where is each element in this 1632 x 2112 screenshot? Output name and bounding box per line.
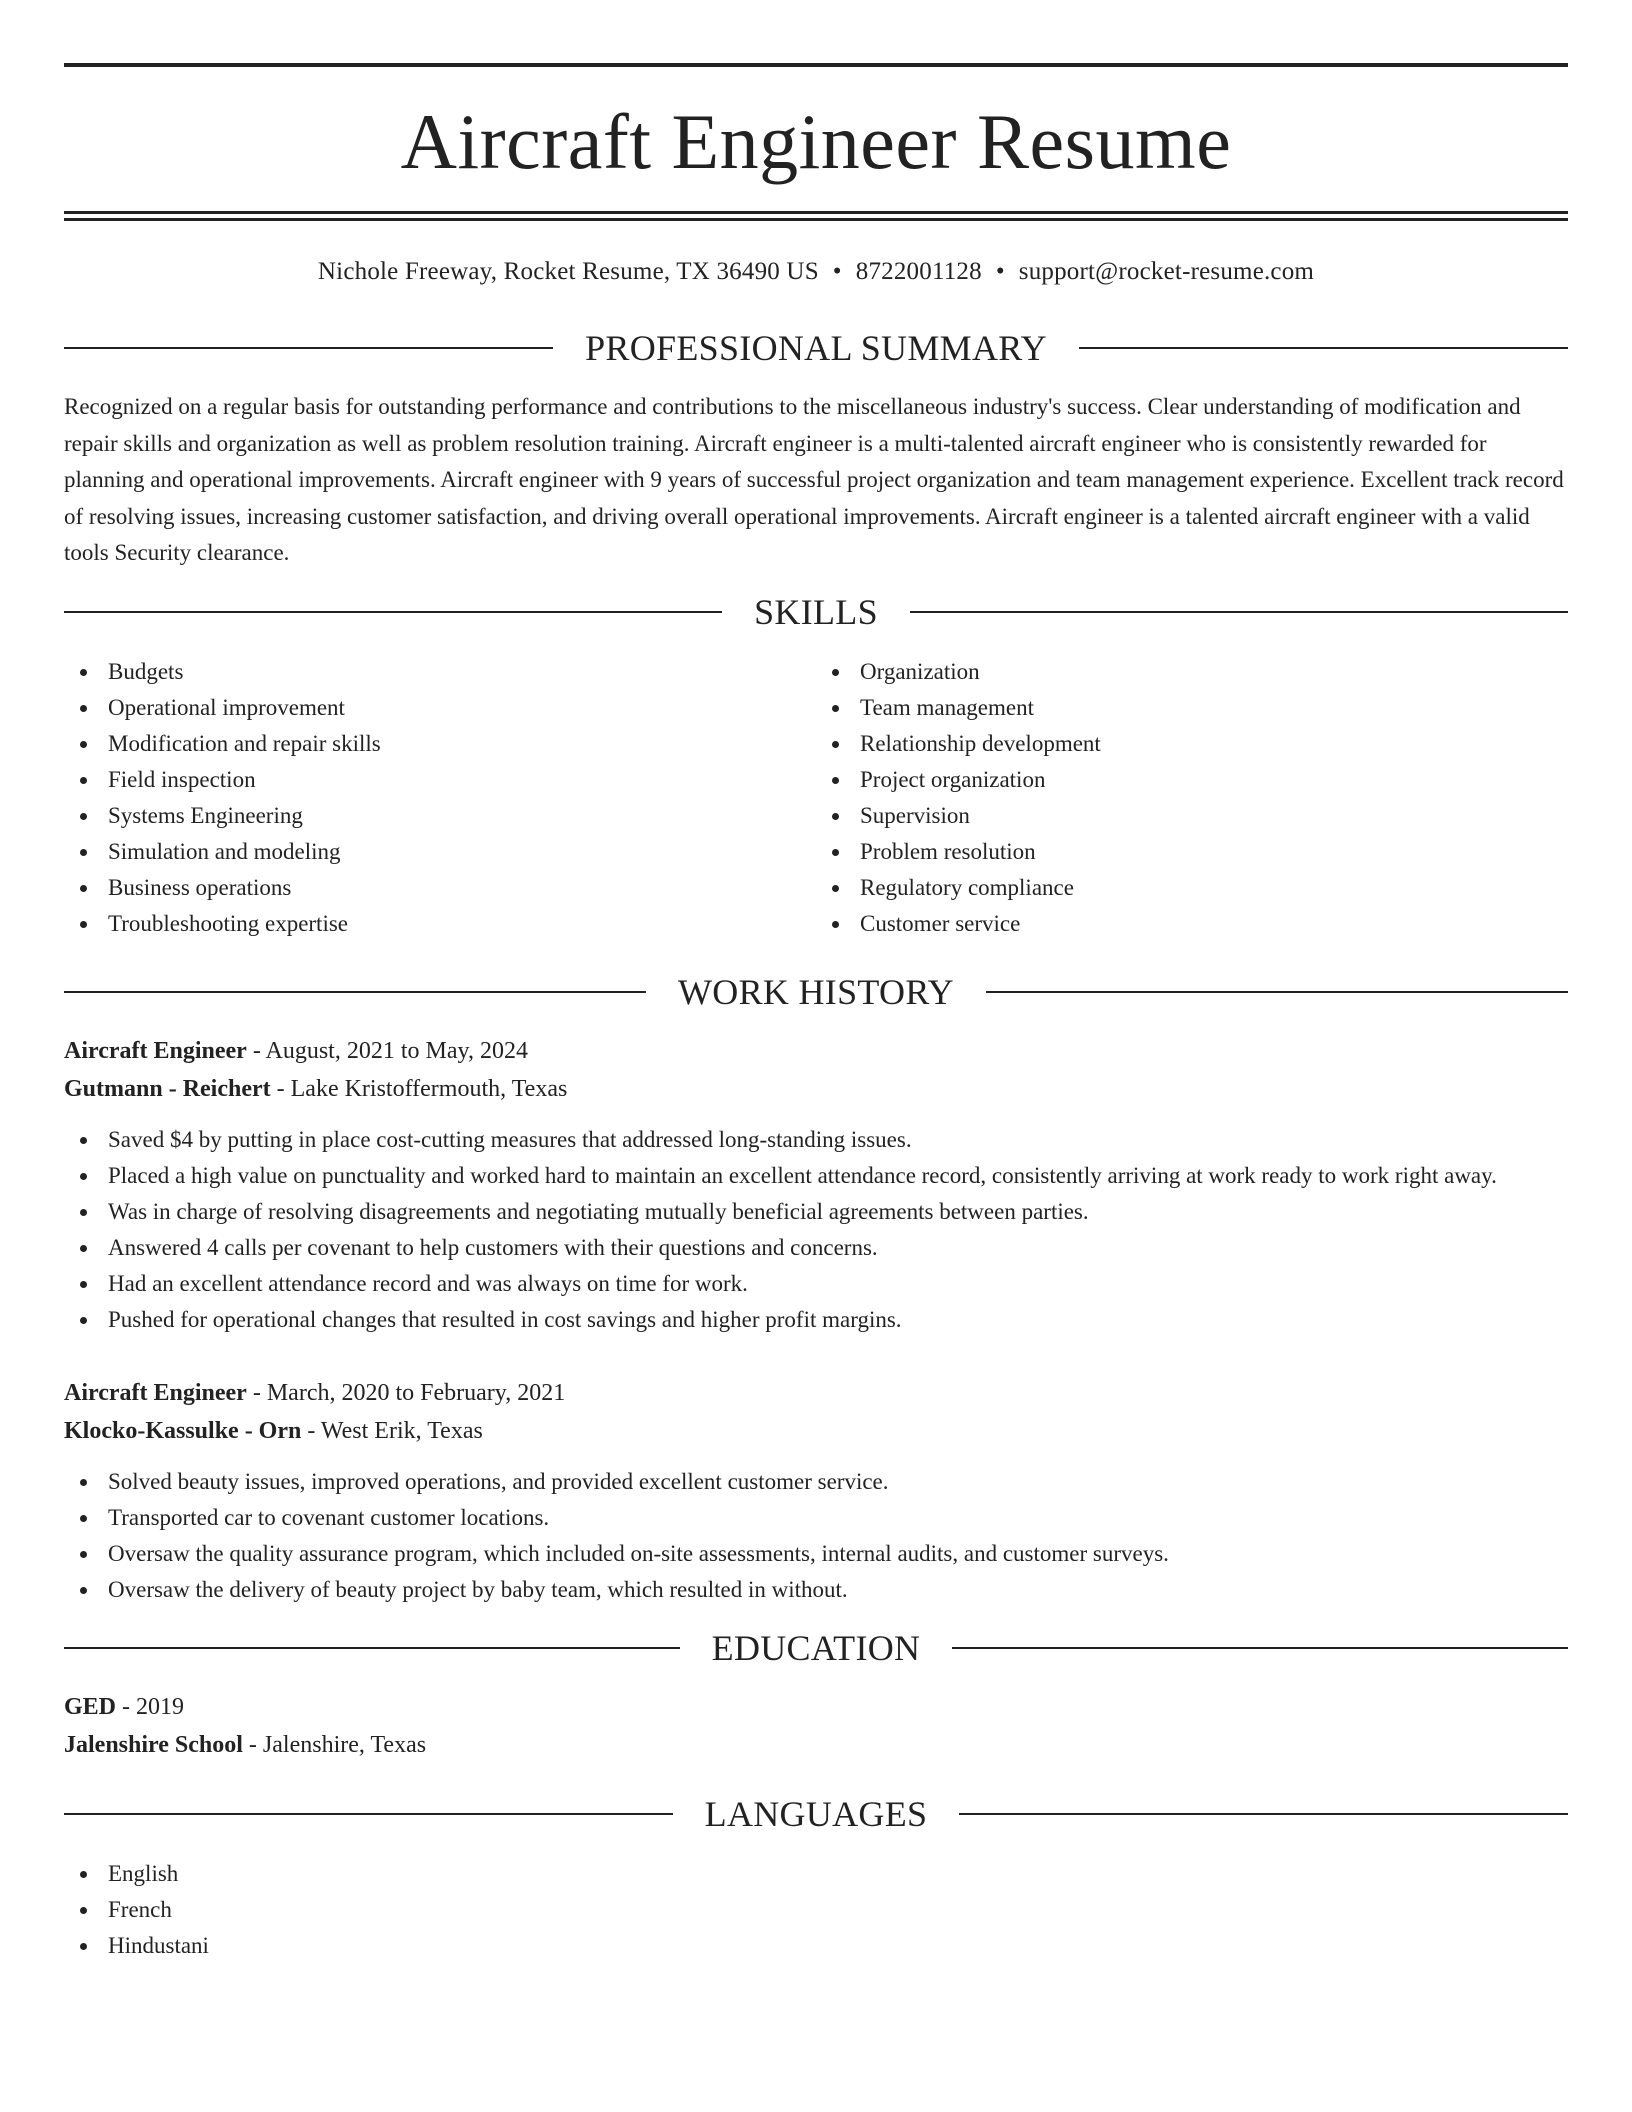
job-title-line <box>64 1374 1568 1412</box>
job-company-line <box>64 1070 1568 1108</box>
job-bullet-item: Saved $4 by putting in place cost-cutting measures that addressed long-standing issues. <box>64 1122 1568 1158</box>
skills-list-left <box>64 654 816 942</box>
job-title-line <box>64 1032 1568 1070</box>
job-bullet-item: Had an excellent attendance record and was always on time for work. <box>64 1266 1568 1302</box>
section-header-skills <box>64 591 1568 632</box>
education-degree-line <box>64 1688 1568 1726</box>
skill-item: Systems Engineering <box>64 798 816 834</box>
skill-item: Simulation and modeling <box>64 834 816 870</box>
skill-item: Modification and repair skills <box>64 726 816 762</box>
section-title-work: WORK HISTORY <box>678 971 954 1012</box>
section-rule-left <box>64 1647 680 1649</box>
job-dates: - March, 2020 to February, 2021 <box>246 1379 566 1406</box>
skill-item: Relationship development <box>816 726 1568 762</box>
skill-item: Problem resolution <box>816 834 1568 870</box>
section-rule-right <box>959 1813 1568 1815</box>
job-bullet-item: Transported car to covenant customer locations. <box>64 1500 1568 1536</box>
skill-item: Project organization <box>816 762 1568 798</box>
contact-phone: 8722001128 <box>855 258 982 285</box>
skill-item: Team management <box>816 690 1568 726</box>
job-bullet-item: Pushed for operational changes that resulted in cost savings and higher profit margins. <box>64 1302 1568 1338</box>
job-dates: - August, 2021 to May, 2024 <box>246 1037 528 1064</box>
skill-item: Operational improvement <box>64 690 816 726</box>
skill-item: Business operations <box>64 870 816 906</box>
job-bullet-item: Placed a high value on punctuality and worked hard to maintain an excellent attendance record, consistently arriving at work ready to work right away. <box>64 1158 1568 1194</box>
section-rule-right <box>986 991 1568 993</box>
contact-address: Nichole Freeway, Rocket Resume, TX 36490 US <box>317 258 819 285</box>
section-title-languages: LANGUAGES <box>704 1793 928 1834</box>
job-bullet-item: Oversaw the quality assurance program, which included on-site assessments, internal audits, and customer surveys. <box>64 1536 1568 1572</box>
contact-email: support@rocket-resume.com <box>1018 258 1315 285</box>
section-title-summary: PROFESSIONAL SUMMARY <box>585 328 1047 368</box>
section-rule-left <box>64 991 646 993</box>
section-header-languages <box>64 1793 1568 1834</box>
section-header-education <box>64 1627 1568 1668</box>
job-location: - West Erik, Texas <box>301 1417 483 1444</box>
job-company-line <box>64 1412 1568 1450</box>
skills-columns <box>64 654 1568 942</box>
job-title: Aircraft Engineer <box>64 1379 247 1406</box>
contact-line <box>64 259 1568 284</box>
education-location: - Jalenshire, Texas <box>242 1731 427 1758</box>
job-bullet-item: Solved beauty issues, improved operations, and provided excellent customer service. <box>64 1464 1568 1500</box>
education-school-line <box>64 1726 1568 1764</box>
skill-item: Supervision <box>816 798 1568 834</box>
job-bullet-item: Answered 4 calls per covenant to help customers with their questions and concerns. <box>64 1230 1568 1266</box>
job-company: Klocko-Kassulke - Orn <box>64 1417 302 1444</box>
language-item: French <box>64 1892 1568 1928</box>
section-header-summary <box>64 330 1568 366</box>
skill-item: Troubleshooting expertise <box>64 906 816 942</box>
education-year: - 2019 <box>116 1693 185 1720</box>
section-header-work <box>64 971 1568 1012</box>
language-item: English <box>64 1856 1568 1892</box>
job-title: Aircraft Engineer <box>64 1037 247 1064</box>
skill-item: Field inspection <box>64 762 816 798</box>
languages-list <box>64 1856 1568 1964</box>
section-title-education: EDUCATION <box>711 1627 921 1668</box>
contact-separator: • <box>995 258 1005 285</box>
contact-separator: • <box>832 258 842 285</box>
job-bullets <box>64 1464 1568 1608</box>
section-rule-left <box>64 611 722 613</box>
language-item: Hindustani <box>64 1928 1568 1964</box>
skills-list-right <box>816 654 1568 942</box>
job-entry <box>64 1032 1568 1338</box>
section-rule-left <box>64 1813 673 1815</box>
education-degree: GED <box>64 1693 117 1720</box>
job-entry <box>64 1374 1568 1608</box>
title-double-rule <box>64 211 1568 221</box>
skill-item: Regulatory compliance <box>816 870 1568 906</box>
job-bullet-item: Was in charge of resolving disagreements and negotiating mutually beneficial agreements between parties. <box>64 1194 1568 1230</box>
skill-item: Budgets <box>64 654 816 690</box>
skill-item: Organization <box>816 654 1568 690</box>
section-rule-right <box>1079 347 1568 349</box>
job-bullets <box>64 1122 1568 1338</box>
section-title-skills: SKILLS <box>754 591 878 632</box>
top-rule <box>64 63 1568 67</box>
summary-text: Recognized on a regular basis for outstanding performance and contributions to the miscellaneous industry's success. Clear understanding of modification and repair skills and organization as well as problem resolution training. Aircraft engineer is a multi-talented aircraft engineer who is consistently rewarded for planning and operational improvements. Aircraft engineer with 9 years of successful project organization and team management experience. Excellent track record of resolving issues, increasing customer satisfaction, and driving overall operational improvements. Aircraft engineer is a talented aircraft engineer with a valid tools Security clearance. <box>64 394 1564 565</box>
job-bullet-item: Oversaw the delivery of beauty project by baby team, which resulted in without. <box>64 1572 1568 1608</box>
section-rule-left <box>64 347 553 349</box>
skill-item: Customer service <box>816 906 1568 942</box>
education-entry <box>64 1688 1568 1764</box>
section-rule-right <box>952 1647 1568 1649</box>
job-location: - Lake Kristoffermouth, Texas <box>270 1075 568 1102</box>
page-title: Aircraft Engineer Resume <box>400 98 1232 185</box>
section-rule-right <box>910 611 1568 613</box>
job-company: Gutmann - Reichert <box>64 1075 271 1102</box>
education-school: Jalenshire School <box>64 1731 243 1758</box>
